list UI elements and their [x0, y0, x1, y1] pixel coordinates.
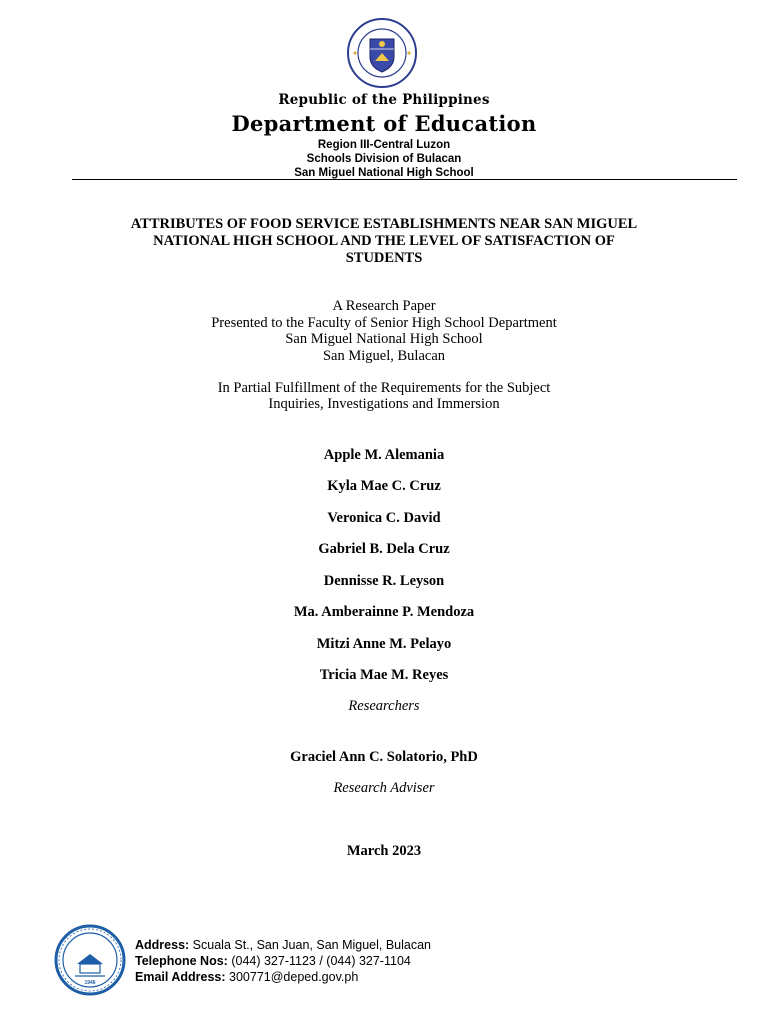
title-line: ATTRIBUTES OF FOOD SERVICE ESTABLISHMENTS NEAR SAN MIGUEL: [130, 216, 638, 232]
address-value: Scuala St., San Juan, San Miguel, Bulacan: [192, 938, 432, 952]
republic-heading: Republic of the Philippines: [278, 92, 490, 108]
deped-seal-logo: [337, 17, 427, 89]
telephone-value: (044) 327-1123 / (044) 327-1104: [231, 954, 411, 968]
footer-telephone: [135, 953, 411, 969]
footer-address: [135, 937, 431, 953]
address-label: Address:: [135, 938, 190, 952]
researcher-name: Mitzi Anne M. Pelayo: [316, 636, 452, 652]
researchers-label: Researchers: [348, 698, 420, 714]
header-divider: [72, 179, 737, 180]
adviser-label: Research Adviser: [333, 780, 435, 796]
email-label: Email Address:: [135, 970, 226, 984]
researcher-name: Dennisse R. Leyson: [323, 573, 445, 589]
researcher-name: Apple M. Alemania: [323, 447, 445, 463]
email-value: 300771@deped.gov.ph: [229, 970, 359, 984]
title-line: NATIONAL HIGH SCHOOL AND THE LEVEL OF SATISFACTION OF: [153, 233, 615, 249]
presented-school: San Miguel National High School: [285, 331, 483, 347]
footer-email: [135, 969, 358, 985]
school-seal-year: 1946: [84, 980, 96, 986]
paper-title: [0, 216, 768, 267]
title-line: STUDENTS: [345, 250, 423, 266]
subject-line: Inquiries, Investigations and Immersion: [268, 396, 500, 412]
paper-date: March 2023: [346, 843, 422, 859]
researcher-name: Tricia Mae M. Reyes: [319, 667, 449, 683]
department-heading: Department of Education: [231, 111, 537, 136]
region-line: Region III-Central Luzon: [317, 139, 451, 151]
telephone-label: Telephone Nos:: [135, 954, 228, 968]
presented-to: Presented to the Faculty of Senior High School Department: [211, 315, 557, 331]
presented-location: San Miguel, Bulacan: [322, 348, 446, 364]
division-line: Schools Division of Bulacan: [306, 153, 462, 165]
school-seal-logo: [51, 924, 129, 996]
researcher-name: Kyla Mae C. Cruz: [327, 478, 441, 494]
paper-type: A Research Paper: [332, 298, 436, 314]
researcher-name: Gabriel B. Dela Cruz: [318, 541, 450, 557]
researcher-name: Veronica C. David: [327, 510, 441, 526]
fulfillment-line: In Partial Fulfillment of the Requirements for the Subject: [217, 380, 551, 396]
adviser-name: Graciel Ann C. Solatorio, PhD: [290, 749, 478, 765]
researcher-name: Ma. Amberainne P. Mendoza: [293, 604, 475, 620]
school-line: San Miguel National High School: [294, 167, 474, 179]
